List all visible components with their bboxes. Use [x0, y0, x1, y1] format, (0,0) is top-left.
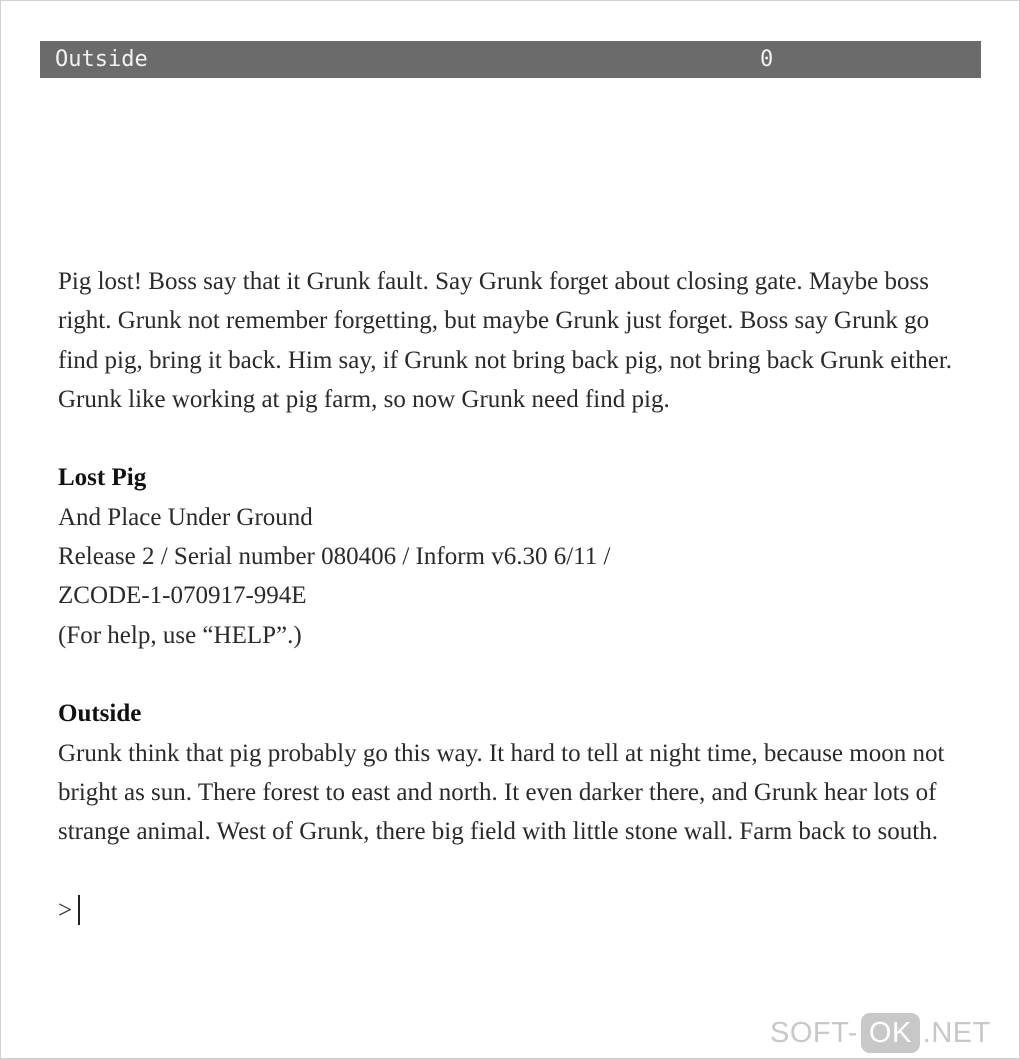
text-cursor — [78, 895, 80, 925]
game-title: Lost Pig — [58, 464, 147, 492]
intro-paragraph: Pig lost! Boss say that it Grunk fault. Say Grunk forget about closing gate. Maybe boss right. Grunk not remember forgetting, but maybe Grunk just forget. Boss say Grunk go find pig, bring it back. Him say, if Grunk not bring back pig, not bring back Grunk either. Grunk like working at pig farm, so now Grunk need find pig. — [58, 268, 953, 413]
help-line: (For help, use “HELP”.) — [58, 621, 302, 649]
status-bar — [40, 41, 981, 78]
prompt-symbol: > — [58, 896, 73, 924]
watermark-left: SOFT- — [770, 1016, 858, 1049]
watermark-badge: OK — [861, 1013, 920, 1053]
release-line: Release 2 / Serial number 080406 / Inform v6.30 6/11 / — [58, 543, 611, 571]
command-prompt[interactable] — [58, 891, 958, 930]
watermark-logo — [770, 1013, 991, 1053]
room-name: Outside — [58, 700, 142, 728]
paragraph-gap — [58, 851, 958, 890]
code-line: ZCODE-1-070917-994E — [58, 582, 307, 610]
paragraph-gap — [58, 655, 958, 694]
room-description: Grunk think that pig probably go this way. It hard to tell at night time, because moon not bright as sun. There forest to east and north. It even darker there, and Grunk hear lots of strange animal. West of Grunk, there big field with little stone wall. Farm back to south. — [58, 739, 945, 846]
status-score: 0 — [760, 47, 774, 72]
status-location: Outside — [55, 47, 148, 72]
story-transcript — [58, 262, 958, 930]
watermark-right: .NET — [922, 1016, 991, 1049]
paragraph-gap — [58, 419, 958, 458]
game-subtitle: And Place Under Ground — [58, 503, 313, 531]
